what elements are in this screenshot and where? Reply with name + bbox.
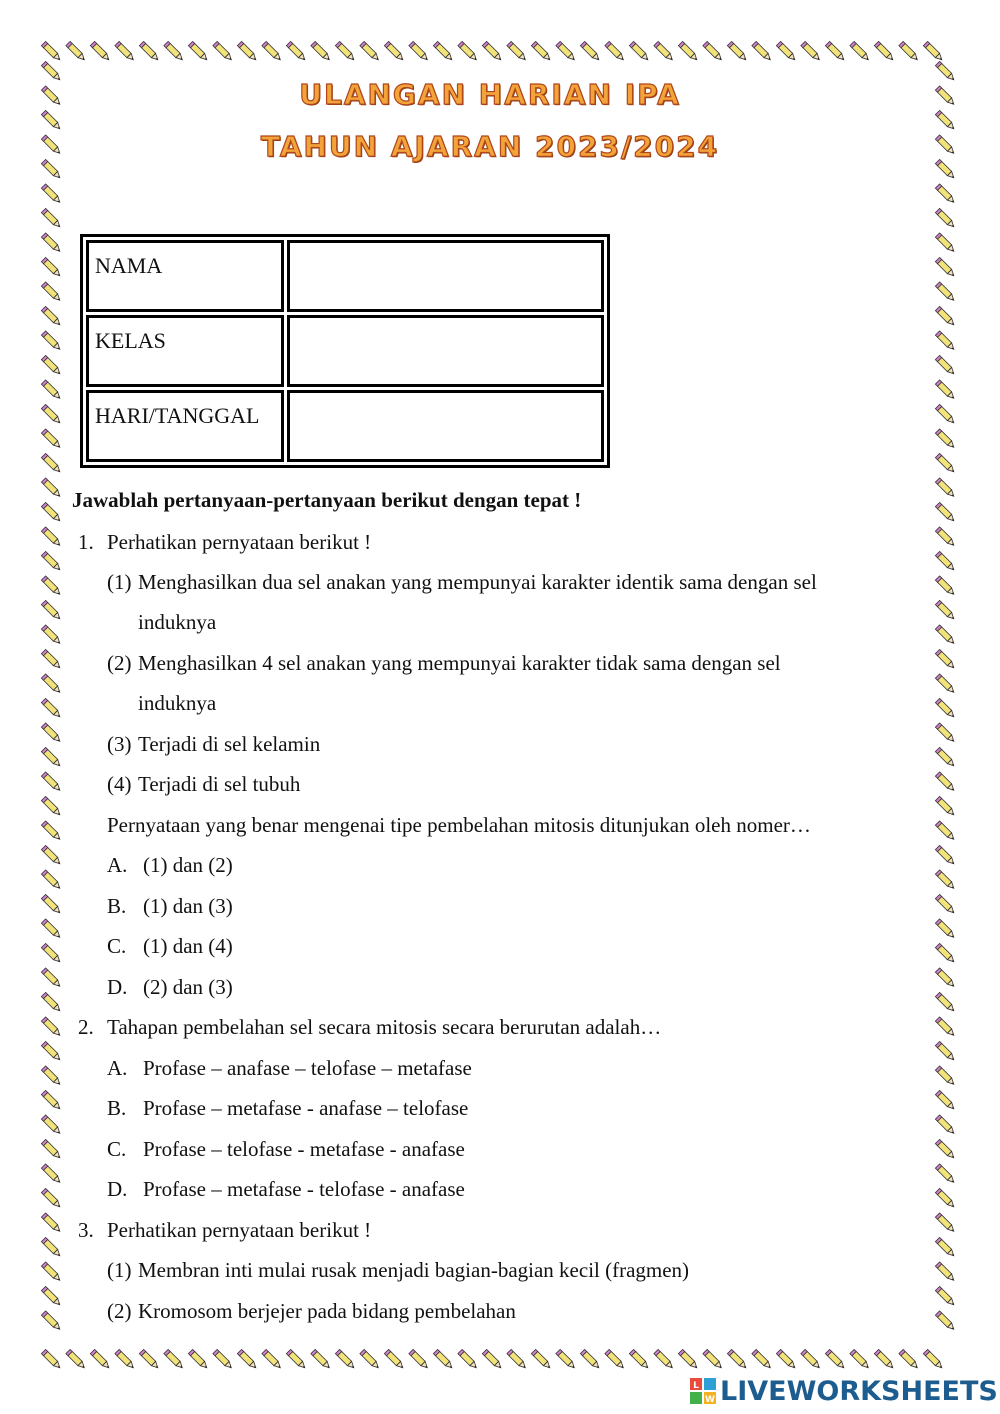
- pencil-icon: [164, 41, 185, 62]
- pencil-border-right: [932, 60, 960, 1350]
- pencil-icon: [935, 527, 956, 548]
- pencil-icon: [776, 41, 797, 62]
- pencil-icon: [935, 894, 956, 915]
- pencil-icon: [605, 41, 626, 62]
- pencil-icon: [41, 919, 62, 940]
- pencil-icon: [556, 1349, 577, 1370]
- pencil-icon: [41, 208, 62, 229]
- option-letter: A.: [107, 853, 128, 877]
- pencil-icon: [41, 1311, 62, 1332]
- pencil-icon: [409, 1349, 430, 1370]
- liveworksheets-logo-icon: [690, 1378, 716, 1404]
- option-letter: A.: [107, 1056, 128, 1080]
- pencil-icon: [139, 1349, 160, 1370]
- pencil-icon: [899, 41, 920, 62]
- option-text: Profase – anafase – telofase – metafase: [143, 1056, 472, 1080]
- pencil-icon: [41, 968, 62, 989]
- statement-number: (4): [107, 772, 132, 796]
- pencil-border-icon: [932, 60, 960, 1350]
- pencil-icon: [41, 331, 62, 352]
- question-prompt: Pernyataan yang benar mengenai tipe pembelahan mitosis ditunjukan oleh nomer…: [107, 813, 811, 837]
- pencil-icon: [115, 41, 136, 62]
- pencil-icon: [935, 1213, 956, 1234]
- pencil-icon: [935, 845, 956, 866]
- pencil-icon: [923, 41, 944, 62]
- pencil-icon: [935, 331, 956, 352]
- pencil-icon: [935, 1115, 956, 1136]
- pencil-icon: [825, 1349, 846, 1370]
- pencil-icon: [935, 110, 956, 131]
- pencil-icon: [433, 41, 454, 62]
- pencil-icon: [41, 821, 62, 842]
- pencil-icon: [935, 502, 956, 523]
- pencil-icon: [482, 41, 503, 62]
- pencil-icon: [935, 625, 956, 646]
- pencil-border-left: [38, 60, 66, 1350]
- pencil-icon: [41, 110, 62, 131]
- pencil-icon: [935, 1164, 956, 1185]
- identity-row-nama: [86, 240, 604, 312]
- pencil-border-icon: [40, 38, 960, 66]
- question-number: 3.: [78, 1218, 94, 1242]
- pencil-icon: [188, 1349, 209, 1370]
- option-letter: B.: [107, 1096, 127, 1120]
- pencil-icon: [935, 1237, 956, 1258]
- pencil-icon: [935, 1188, 956, 1209]
- pencil-icon: [41, 1262, 62, 1283]
- pencil-icon: [727, 1349, 748, 1370]
- option-text: Profase – metafase - telofase - anafase: [143, 1177, 465, 1201]
- option-letter: B.: [107, 894, 127, 918]
- pencil-icon: [237, 1349, 258, 1370]
- pencil-icon: [41, 478, 62, 499]
- pencil-icon: [360, 41, 381, 62]
- identity-label: KELAS: [86, 315, 284, 387]
- pencil-icon: [188, 41, 209, 62]
- pencil-icon: [311, 1349, 332, 1370]
- pencil-icon: [935, 1041, 956, 1062]
- identity-label: NAMA: [86, 240, 284, 312]
- statement-text: Membran inti mulai rusak menjadi bagian-bagian kecil (fragmen): [138, 1258, 690, 1282]
- pencil-icon: [935, 674, 956, 695]
- pencil-icon: [41, 674, 62, 695]
- pencil-icon: [41, 429, 62, 450]
- pencil-icon: [935, 576, 956, 597]
- identity-row-date: [86, 390, 604, 462]
- identity-table: [80, 234, 610, 468]
- pencil-icon: [935, 600, 956, 621]
- option-text: (1) dan (2): [143, 853, 233, 877]
- statement-text: Menghasilkan 4 sel anakan yang mempunyai karakter tidak sama dengan sel: [138, 651, 781, 675]
- pencil-icon: [507, 41, 528, 62]
- pencil-icon: [41, 502, 62, 523]
- statement-text-continued: induknya: [138, 691, 217, 715]
- pencil-icon: [41, 282, 62, 303]
- pencil-icon: [41, 1213, 62, 1234]
- pencil-icon: [41, 257, 62, 278]
- pencil-icon: [850, 1349, 871, 1370]
- pencil-icon: [41, 184, 62, 205]
- pencil-icon: [41, 992, 62, 1013]
- pencil-border-top: [40, 38, 960, 66]
- pencil-icon: [727, 41, 748, 62]
- pencil-icon: [139, 41, 160, 62]
- pencil-icon: [935, 184, 956, 205]
- pencil-icon: [935, 796, 956, 817]
- pencil-icon: [41, 41, 62, 62]
- question-number: 2.: [78, 1015, 94, 1039]
- pencil-icon: [41, 576, 62, 597]
- pencil-icon: [262, 1349, 283, 1370]
- statement-text: Terjadi di sel tubuh: [138, 772, 301, 796]
- pencil-icon: [935, 943, 956, 964]
- pencil-icon: [213, 1349, 234, 1370]
- pencil-border-bottom: [40, 1346, 960, 1374]
- pencil-icon: [41, 404, 62, 425]
- pencil-icon: [654, 1349, 675, 1370]
- pencil-border-icon: [38, 60, 66, 1350]
- pencil-icon: [262, 41, 283, 62]
- option-letter: D.: [107, 975, 128, 999]
- pencil-icon: [935, 257, 956, 278]
- pencil-icon: [935, 1017, 956, 1038]
- pencil-icon: [213, 41, 234, 62]
- pencil-icon: [935, 992, 956, 1013]
- pencil-icon: [531, 41, 552, 62]
- pencil-icon: [41, 380, 62, 401]
- class-field[interactable]: [287, 315, 604, 387]
- pencil-icon: [556, 41, 577, 62]
- pencil-icon: [41, 306, 62, 327]
- pencil-icon: [384, 41, 405, 62]
- pencil-icon: [41, 527, 62, 548]
- pencil-icon: [41, 943, 62, 964]
- pencil-icon: [935, 1090, 956, 1111]
- option-letter: C.: [107, 934, 127, 958]
- pencil-icon: [935, 919, 956, 940]
- pencil-icon: [703, 41, 724, 62]
- pencil-icon: [935, 747, 956, 768]
- option-letter: C.: [107, 1137, 127, 1161]
- pencil-icon: [41, 1017, 62, 1038]
- pencil-icon: [41, 355, 62, 376]
- pencil-icon: [801, 1349, 822, 1370]
- pencil-icon: [384, 1349, 405, 1370]
- identity-label: HARI/TANGGAL: [86, 390, 284, 462]
- pencil-icon: [41, 796, 62, 817]
- pencil-icon: [311, 41, 332, 62]
- pencil-icon: [90, 41, 111, 62]
- pencil-icon: [935, 208, 956, 229]
- pencil-icon: [41, 772, 62, 793]
- option-text: Profase – telofase - metafase - anafase: [143, 1137, 465, 1161]
- pencil-icon: [458, 41, 479, 62]
- pencil-icon: [580, 1349, 601, 1370]
- pencil-icon: [41, 1115, 62, 1136]
- pencil-icon: [286, 41, 307, 62]
- question-text: Tahapan pembelahan sel secara mitosis secara berurutan adalah…: [107, 1015, 662, 1039]
- pencil-icon: [164, 1349, 185, 1370]
- pencil-icon: [935, 380, 956, 401]
- statement-number: (1): [107, 570, 132, 594]
- pencil-icon: [605, 1349, 626, 1370]
- instruction-text: Jawablah pertanyaan-pertanyaan berikut dengan tepat !: [72, 488, 582, 512]
- pencil-icon: [825, 41, 846, 62]
- pencil-icon: [90, 1349, 111, 1370]
- question-text: Perhatikan pernyataan berikut !: [107, 1218, 372, 1242]
- pencil-icon: [41, 723, 62, 744]
- pencil-icon: [531, 1349, 552, 1370]
- watermark-text: LIVEWORKSHEETS: [720, 1375, 998, 1407]
- statement-number: (2): [107, 1299, 132, 1323]
- pencil-icon: [482, 1349, 503, 1370]
- date-field[interactable]: [287, 390, 604, 462]
- pencil-icon: [41, 870, 62, 891]
- pencil-icon: [678, 41, 699, 62]
- pencil-icon: [41, 845, 62, 866]
- pencil-icon: [874, 1349, 895, 1370]
- pencil-icon: [752, 1349, 773, 1370]
- pencil-icon: [935, 1262, 956, 1283]
- pencil-icon: [409, 41, 430, 62]
- statement-text: Menghasilkan dua sel anakan yang mempunyai karakter identik sama dengan sel: [138, 570, 817, 594]
- pencil-icon: [360, 1349, 381, 1370]
- pencil-icon: [41, 600, 62, 621]
- pencil-icon: [66, 41, 87, 62]
- pencil-icon: [703, 1349, 724, 1370]
- pencil-border-icon: [40, 1346, 960, 1374]
- pencil-icon: [41, 551, 62, 572]
- pencil-icon: [629, 1349, 650, 1370]
- pencil-icon: [41, 1188, 62, 1209]
- pencil-icon: [41, 1286, 62, 1307]
- pencil-icon: [629, 41, 650, 62]
- identity-row-kelas: [86, 315, 604, 387]
- pencil-icon: [580, 41, 601, 62]
- pencil-icon: [874, 41, 895, 62]
- pencil-icon: [776, 1349, 797, 1370]
- pencil-icon: [935, 821, 956, 842]
- pencil-icon: [935, 649, 956, 670]
- pencil-icon: [935, 355, 956, 376]
- pencil-icon: [458, 1349, 479, 1370]
- pencil-icon: [41, 625, 62, 646]
- pencil-icon: [41, 1164, 62, 1185]
- option-text: (1) dan (3): [143, 894, 233, 918]
- pencil-icon: [935, 698, 956, 719]
- pencil-icon: [41, 1066, 62, 1087]
- pencil-icon: [935, 1066, 956, 1087]
- pencil-icon: [507, 1349, 528, 1370]
- option-text: Profase – metafase - anafase – telofase: [143, 1096, 469, 1120]
- pencil-icon: [66, 1349, 87, 1370]
- question-number: 1.: [78, 530, 94, 554]
- pencil-icon: [935, 306, 956, 327]
- pencil-icon: [41, 1237, 62, 1258]
- question-text: Perhatikan pernyataan berikut !: [107, 530, 372, 554]
- statement-number: (3): [107, 732, 132, 756]
- watermark[interactable]: [690, 1374, 998, 1408]
- pencil-icon: [935, 233, 956, 254]
- pencil-icon: [935, 1311, 956, 1332]
- svg-text:W: W: [705, 1395, 715, 1404]
- pencil-icon: [41, 233, 62, 254]
- statement-text-continued: induknya: [138, 610, 217, 634]
- statement-text: Kromosom berjejer pada bidang pembelahan: [138, 1299, 516, 1323]
- pencil-icon: [935, 968, 956, 989]
- page-subtitle: TAHUN AJARAN 2023/2024: [260, 130, 720, 163]
- pencil-icon: [752, 41, 773, 62]
- pencil-icon: [41, 453, 62, 474]
- pencil-icon: [335, 1349, 356, 1370]
- pencil-icon: [41, 747, 62, 768]
- pencil-icon: [935, 1139, 956, 1160]
- pencil-icon: [935, 453, 956, 474]
- pencil-icon: [801, 41, 822, 62]
- pencil-icon: [935, 429, 956, 450]
- pencil-icon: [41, 1041, 62, 1062]
- pencil-icon: [935, 772, 956, 793]
- pencil-icon: [41, 649, 62, 670]
- pencil-icon: [850, 41, 871, 62]
- statement-text: Terjadi di sel kelamin: [138, 732, 321, 756]
- statement-number: (2): [107, 651, 132, 675]
- pencil-icon: [935, 478, 956, 499]
- pencil-icon: [286, 1349, 307, 1370]
- pencil-icon: [41, 698, 62, 719]
- pencil-icon: [935, 723, 956, 744]
- pencil-icon: [923, 1349, 944, 1370]
- statement-number: (1): [107, 1258, 132, 1282]
- pencil-icon: [899, 1349, 920, 1370]
- pencil-icon: [41, 894, 62, 915]
- svg-text:L: L: [693, 1381, 699, 1391]
- option-text: (1) dan (4): [143, 934, 233, 958]
- pencil-icon: [678, 1349, 699, 1370]
- pencil-icon: [433, 1349, 454, 1370]
- pencil-icon: [935, 1286, 956, 1307]
- pencil-icon: [237, 41, 258, 62]
- pencil-icon: [935, 404, 956, 425]
- name-field[interactable]: [287, 240, 604, 312]
- pencil-icon: [935, 551, 956, 572]
- pencil-icon: [41, 1090, 62, 1111]
- page-title: ULANGAN HARIAN IPA: [299, 78, 681, 111]
- pencil-icon: [935, 870, 956, 891]
- pencil-icon: [115, 1349, 136, 1370]
- pencil-icon: [654, 41, 675, 62]
- pencil-icon: [41, 1349, 62, 1370]
- option-text: (2) dan (3): [143, 975, 233, 999]
- option-letter: D.: [107, 1177, 128, 1201]
- pencil-icon: [41, 1139, 62, 1160]
- pencil-icon: [935, 282, 956, 303]
- pencil-icon: [335, 41, 356, 62]
